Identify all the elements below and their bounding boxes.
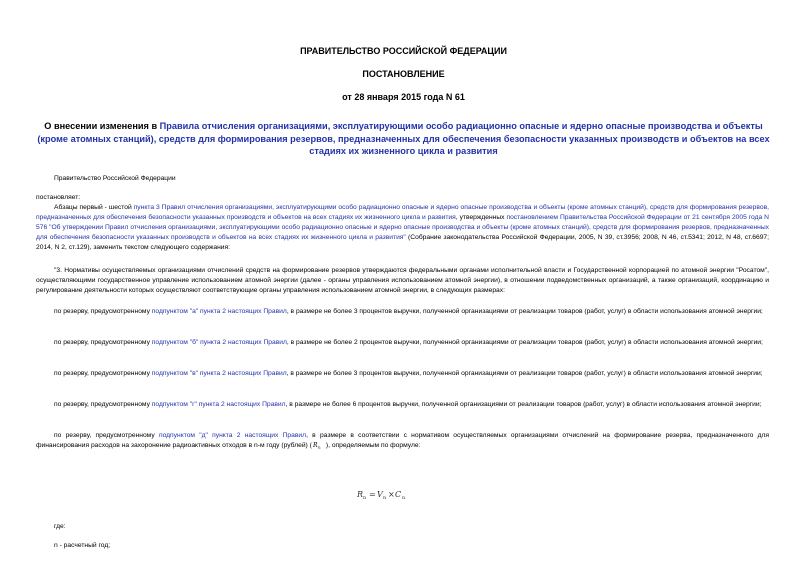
svg-text:n: n [363, 495, 367, 501]
reserve-d-post: , в размере в соответствии с нормативом осуществляемых организациями отчислений на формирование резерва, предназначенного для финансирования расходов на захоронение радиоактивных отходов в n-м году (рублей) [36, 432, 769, 449]
reserve-g-post: , в размере не более 6 процентов выручки, полученной организациями от реализации товаров (работ, услуг) в области использования атомной энергии; [285, 401, 762, 408]
paragraph-government: Правительство Российской Федерации [54, 175, 176, 182]
reserve-b-pre: по резерву, предусмотренному [54, 339, 152, 346]
svg-text:R: R [357, 490, 364, 499]
reserve-v-post: , в размере не более 3 процентов выручки, полученной организациями от реализации товаров (работ, услуг) в области использования атомной энергии; [286, 370, 763, 377]
title-prefix: О внесении изменения в [44, 121, 160, 131]
svg-text:=: = [369, 490, 376, 499]
svg-text:n: n [383, 495, 387, 501]
reserve-b-post: , в размере не более 2 процентов выручки, полученной организациями от реализации товаров (работ, услуг) в области использования атомной энергии; [286, 339, 763, 346]
formula-symbol-icon [309, 441, 326, 450]
subpoint-d-link[interactable]: подпунктом "д" пункта 2 настоящих Правил [158, 432, 307, 439]
subpoint-a-link[interactable]: подпунктом "а" пункта 2 настоящих Правил [151, 308, 287, 315]
paragraph-reserve-a [36, 307, 769, 317]
reserve-d-open-paren: ( [309, 442, 312, 449]
paragraph-reserve-b [36, 338, 769, 348]
subpoint-b-link[interactable]: подпунктом "б" пункта 2 настоящих Правил [151, 339, 287, 346]
subpoint-v-link[interactable]: подпунктом "в" пункта 2 настоящих Правил [151, 370, 287, 377]
reserve-a-pre: по резерву, предусмотренному [54, 308, 152, 315]
document-date-number: от 28 января 2015 года N 61 [342, 92, 465, 102]
paragraph-reserve-d [36, 431, 769, 451]
paragraph-point-3: "3. Нормативы осуществляемых организациями отчислений средств на формирование резервов утверждаются федеральными органами исполнительной власти и Государственной корпорацией по атомной энергии "Росатом", осуществляющими государственное управление использованием атомной энергии (далее - органы управления использованием атомной энергии), в отношении подведомственных организаций, а также организаций, координацию и регулирование деятельности которых осуществляют соответствующие органы управления использованием атомной энергии, в следующих размерах: [36, 267, 769, 294]
subpoint-g-link[interactable]: подпунктом "г" пункта 2 настоящих Правил [151, 401, 286, 408]
paragraph-reserve-g [36, 400, 769, 410]
title-rules-link[interactable]: Правила отчисления организациями, эксплуатирующими особо радиационно опасные и ядерно опасные производства и объекты (кроме атомных станций), средств для формирования резервов, предназначенных для обеспечения безопасности указанных производств и объектов на всех стадиях их жизненного цикла и развития [37, 121, 770, 156]
reserve-d-close-paren: ), определяемым по формуле: [325, 442, 421, 449]
paragraph-decides: постановляет: [36, 194, 81, 201]
paragraph-reserve-v [36, 369, 769, 379]
amendment-text-start: Абзацы первый - шестой [54, 204, 134, 211]
government-header: ПРАВИТЕЛЬСТВО РОССИЙСКОЙ ФЕДЕРАЦИИ [300, 46, 507, 56]
svg-text:n: n [317, 444, 321, 450]
reserve-d-pre: по резерву, предусмотренному [54, 432, 159, 439]
document-title [36, 120, 771, 158]
paragraph-amendment [36, 203, 769, 253]
rules-point-3-link[interactable]: пункта 3 Правил отчисления организациями, эксплуатирующими особо радиационно опасные и ядерно опасные производства и объекты (кроме атомных станций), средств для формирования резервов, предназначенных для обеспечения безопасности указанных производств и объектов на всех стадиях их жизненного цикла и развития [36, 204, 769, 221]
svg-text:n: n [402, 495, 406, 501]
amendment-text-middle: , утвержденных [455, 214, 507, 221]
resolution-576-link[interactable]: постановлением Правительства Российской Федерации от 21 сентября 2005 года N 576 "Об утверждении Правил отчисления организациями, эксплуатирующими особо радиационно опасные и ядерно опасные производства и объекты (кроме атомных станций), средств для формирования резервов, предназначенных для обеспечения безопасности указанных производств и объектов на всех стадиях их жизненного цикла и развития" [36, 214, 769, 241]
formula-image-icon [355, 487, 417, 501]
reserve-v-pre: по резерву, предусмотренному [54, 370, 152, 377]
document-type: ПОСТАНОВЛЕНИЕ [362, 69, 445, 79]
svg-text:×: × [388, 490, 395, 499]
reserve-g-pre: по резерву, предусмотренному [54, 401, 152, 408]
paragraph-where: где: [54, 523, 66, 530]
paragraph-n-definition: n - расчетный год; [54, 542, 111, 549]
reserve-a-post: , в размере не более 3 процентов выручки, полученной организациями от реализации товаров (работ, услуг) в области использования атомной энергии; [286, 308, 763, 315]
svg-text:R: R [312, 442, 318, 450]
svg-text:V: V [377, 490, 383, 499]
svg-text:C: C [395, 490, 402, 499]
amendment-text-end: (Собрание законодательства Российской Федерации, 2005, N 39, ст.3956; 2008, N 46, ст.5341; 2012, N 48, ст.6697; 2014, N 2, ст.129), заменить текстом следующего содержания: [36, 234, 769, 251]
